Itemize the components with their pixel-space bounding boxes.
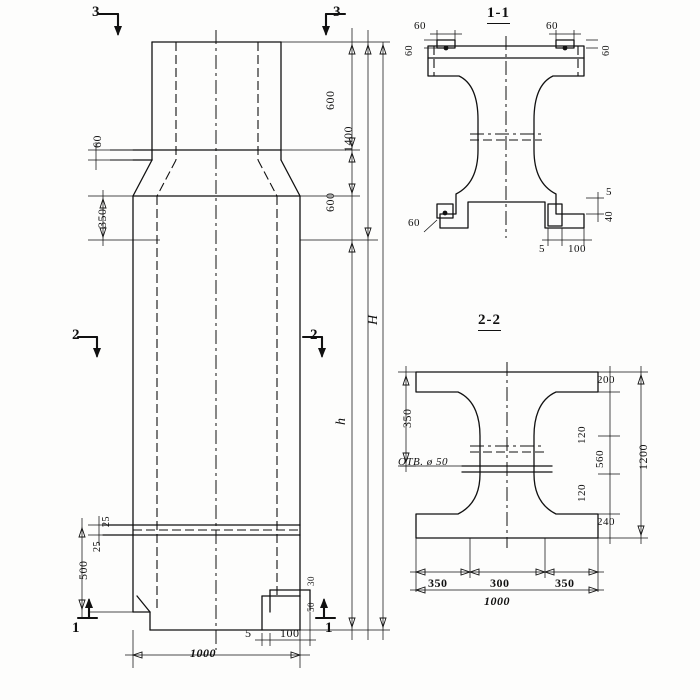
s11-dim-40: 40	[604, 211, 615, 222]
s22-dim-1200: 1200	[636, 444, 650, 470]
s22-dim-350-b2: 350	[555, 576, 575, 590]
s22-dim-560: 560	[594, 450, 606, 468]
dim-1400: 1400	[341, 126, 355, 152]
dim-30-small: 30	[306, 576, 316, 586]
s22-dim-120-upper: 120	[576, 426, 588, 444]
dim-350-left: 350	[95, 208, 109, 228]
s11-dim-60-top-left: 60	[414, 20, 426, 32]
dim-60-top-left: 60	[90, 135, 104, 148]
s11-dim-100-bottom: 100	[568, 243, 586, 255]
s22-dim-200: 200	[597, 374, 615, 386]
dim-50-small: 50	[306, 602, 316, 612]
s22-dim-350-left: 350	[400, 408, 414, 428]
dim-600-lower: 600	[323, 192, 337, 212]
s22-note-hole: OTB. ø 50	[398, 456, 449, 468]
dim-25-a: 25	[101, 516, 112, 527]
s22-dim-350-b1: 350	[428, 576, 448, 590]
s11-dim-5-bottom: 5	[539, 243, 545, 255]
s11-dim-5-right: 5	[606, 186, 612, 198]
s11-dim-60-v-right: 60	[601, 45, 612, 56]
dim-100-bottom: 100	[280, 626, 300, 640]
mark-2-right: 2	[310, 327, 318, 343]
s22-dim-300-b: 300	[490, 576, 510, 590]
mark-1-right: 1	[325, 620, 333, 636]
mark-1-left: 1	[72, 620, 80, 636]
s22-dim-120-lower: 120	[576, 484, 588, 502]
dim-600-upper: 600	[323, 90, 337, 110]
dim-25-b: 25	[92, 541, 103, 552]
dim-h: h	[334, 417, 349, 425]
dim-1000-bottom: 1000	[190, 646, 216, 660]
section-1-1-title: 1-1	[487, 5, 510, 24]
s22-dim-1000-b: 1000	[484, 594, 510, 608]
mark-3-top-left: 3	[92, 4, 100, 20]
dim-500: 500	[76, 560, 90, 580]
s11-dim-60-v-left: 60	[404, 45, 415, 56]
s11-dim-60-top-right: 60	[546, 20, 558, 32]
section-2-2-title: 2-2	[478, 312, 501, 331]
mark-2-left: 2	[72, 327, 80, 343]
mark-3-top-right: 3	[333, 4, 341, 20]
s11-dim-60-bottom: 60	[408, 217, 420, 229]
dim-5-bottom: 5	[245, 626, 252, 640]
s22-dim-240: 240	[597, 516, 615, 528]
dim-H: H	[366, 314, 381, 325]
